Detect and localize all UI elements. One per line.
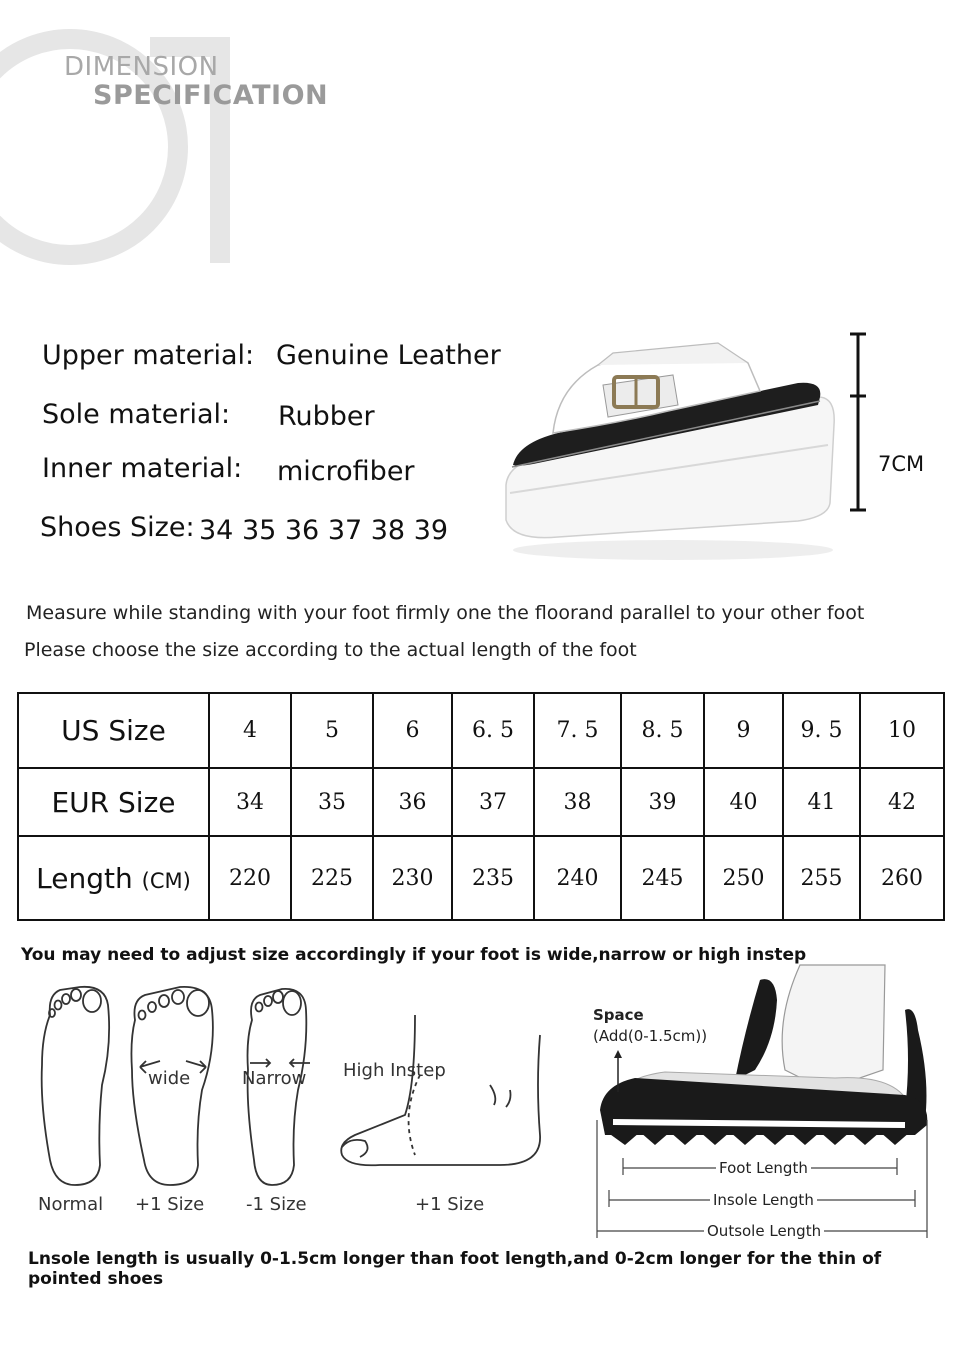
narrow-label: Narrow <box>242 1068 307 1089</box>
spec-inner-label: Inner material: <box>42 453 243 484</box>
spec-sole-label: Sole material: <box>42 399 231 430</box>
shoe-height-label: 7CM <box>878 452 925 476</box>
length-header-text: Length <box>36 861 133 895</box>
caption-normal: Normal <box>38 1194 104 1215</box>
spec-upper-label: Upper material: <box>42 340 255 371</box>
row-header-eur: EUR Size <box>18 768 209 836</box>
table-cell: 225 <box>291 836 373 920</box>
table-cell: 37 <box>452 768 534 836</box>
foot-type-illustrations <box>20 975 580 1220</box>
length-unit: (CM) <box>141 868 191 893</box>
caption-wide: +1 Size <box>135 1194 205 1215</box>
row-header-length <box>18 836 209 920</box>
table-cell: 42 <box>860 768 944 836</box>
table-cell: 230 <box>373 836 452 920</box>
table-cell: 39 <box>621 768 704 836</box>
spec-size-label: Shoes Size: <box>40 512 195 543</box>
table-cell: 220 <box>209 836 291 920</box>
adjust-size-note: You may need to adjust size accordingly if your foot is wide,narrow or high instep <box>21 945 807 965</box>
table-cell: 7. 5 <box>534 693 621 768</box>
table-cell: 5 <box>291 693 373 768</box>
wide-label: wide <box>148 1068 191 1089</box>
header-dimension: DIMENSION <box>64 52 219 82</box>
caption-narrow: -1 Size <box>246 1194 307 1215</box>
table-cell: 235 <box>452 836 534 920</box>
spec-size-value: 34 35 36 37 38 39 <box>199 515 449 546</box>
table-cell: 9. 5 <box>783 693 860 768</box>
table-cell: 255 <box>783 836 860 920</box>
insole-length-note: Lnsole length is usually 0-1.5cm longer than foot length,and 0-2cm longer for the thin of pointed shoes <box>28 1249 882 1289</box>
table-cell: 6. 5 <box>452 693 534 768</box>
row-header-us: US Size <box>18 693 209 768</box>
height-dimension-line <box>848 330 878 515</box>
space-label: Space <box>593 1006 644 1024</box>
table-cell: 41 <box>783 768 860 836</box>
table-cell: 250 <box>704 836 783 920</box>
spec-sole-value: Rubber <box>278 401 375 432</box>
outsole-length-label: Outsole Length <box>704 1222 824 1240</box>
spec-upper-value: Genuine Leather <box>276 340 501 371</box>
table-cell: 10 <box>860 693 944 768</box>
table-cell: 240 <box>534 836 621 920</box>
spec-inner-value: microfiber <box>277 456 415 487</box>
choose-note: Please choose the size according to the actual length of the foot <box>24 639 637 661</box>
space-range-label: (Add(0-1.5cm)) <box>593 1027 708 1045</box>
table-cell: 38 <box>534 768 621 836</box>
table-cell: 4 <box>209 693 291 768</box>
table-row <box>18 768 944 836</box>
foot-length-label: Foot Length <box>716 1159 811 1177</box>
table-cell: 8. 5 <box>621 693 704 768</box>
size-chart-table <box>17 692 945 921</box>
table-cell: 245 <box>621 836 704 920</box>
header-specification: SPECIFICATION <box>93 80 329 111</box>
shoe-product-image <box>498 325 848 565</box>
table-cell: 6 <box>373 693 452 768</box>
caption-high-instep: +1 Size <box>415 1194 485 1215</box>
table-cell: 40 <box>704 768 783 836</box>
table-cell: 36 <box>373 768 452 836</box>
table-row <box>18 836 944 920</box>
table-row <box>18 693 944 768</box>
table-cell: 35 <box>291 768 373 836</box>
table-cell: 260 <box>860 836 944 920</box>
table-cell: 34 <box>209 768 291 836</box>
measure-note: Measure while standing with your foot firmly one the floorand parallel to your other foot <box>26 602 865 624</box>
high-instep-label: High Instep <box>343 1060 446 1081</box>
insole-length-label: Insole Length <box>710 1191 817 1209</box>
table-cell: 9 <box>704 693 783 768</box>
